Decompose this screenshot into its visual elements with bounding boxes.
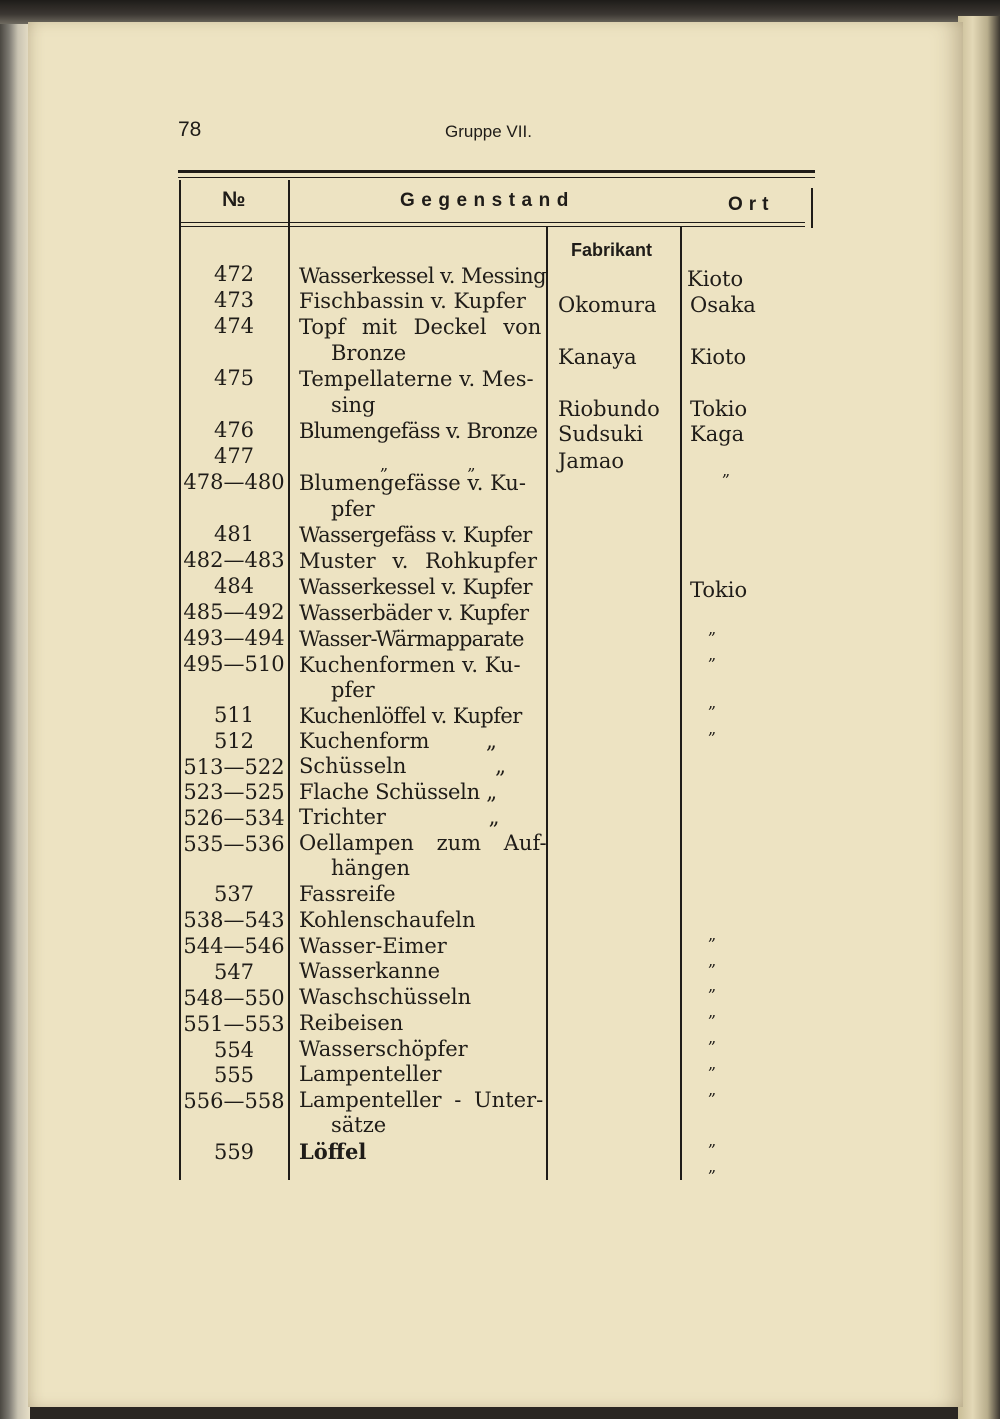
row-number: 512: [213, 729, 255, 753]
column-line-maker: [680, 226, 682, 1180]
header-object: Gegenstand: [400, 190, 575, 211]
row-number: 554: [213, 1038, 255, 1062]
row-number: 544—546: [183, 934, 285, 958]
row-place-ditto: „: [708, 1002, 717, 1021]
header-bottom-rule-thin: [180, 226, 805, 227]
table-top-rule: [178, 170, 815, 173]
row-number: 537: [213, 882, 255, 906]
table-top-rule-thin: [178, 177, 815, 178]
row-object: Fassreife: [299, 882, 396, 906]
row-place-ditto: „: [708, 976, 717, 995]
row-object: Kuchenlöffel v. Kupfer: [299, 704, 522, 728]
row-number: 556—558: [183, 1089, 285, 1113]
row-object: Wasserbäder v. Kupfer: [299, 601, 529, 625]
row-place: Tokio: [690, 578, 748, 602]
row-object-continued: sing: [331, 393, 376, 417]
row-maker: Sudsuki: [558, 422, 644, 446]
book-edge-top: [0, 0, 1000, 24]
row-number: 476: [213, 418, 255, 442]
row-object: Oellampen zum Auf-: [299, 831, 547, 855]
row-number: 474: [213, 314, 255, 338]
row-object: Trichter „: [299, 805, 500, 829]
row-number: 475: [213, 366, 255, 390]
row-object: Lampenteller - Unter-: [299, 1088, 544, 1112]
row-object-continued: pfer: [331, 678, 375, 702]
row-number: 538—543: [183, 908, 285, 932]
row-object-ditto: „ „: [380, 455, 476, 474]
header-maker: Fabrikant: [571, 240, 653, 260]
row-place: Osaka: [690, 293, 756, 317]
row-number: 513—522: [183, 755, 285, 779]
column-line-left: [179, 180, 181, 1180]
row-object: Kuchenform „: [299, 729, 497, 753]
row-place-ditto: „: [708, 693, 717, 712]
header-number: №: [222, 188, 246, 211]
row-object: Waschschüsseln: [299, 985, 472, 1009]
row-place-ditto: „: [708, 925, 717, 944]
row-place-ditto: „: [708, 951, 717, 970]
row-number: 472: [213, 262, 255, 286]
row-object: Wassergefäss v. Kupfer: [299, 523, 532, 547]
row-place-ditto: „: [708, 1080, 717, 1099]
row-place: Kioto: [690, 345, 747, 369]
book-edge-left: [0, 0, 30, 1419]
row-object-continued: hängen: [331, 856, 410, 880]
row-number: 495—510: [183, 652, 285, 676]
row-number: 511: [213, 703, 255, 727]
row-object-continued: pfer: [331, 497, 375, 521]
row-object: Fischbassin v. Kupfer: [299, 289, 526, 313]
row-number: 478—480: [183, 470, 285, 494]
row-place-ditto: „: [708, 619, 717, 638]
row-place-ditto: „: [708, 719, 717, 738]
running-head: Gruppe VII.: [445, 122, 532, 141]
row-number: 526—534: [183, 806, 285, 830]
row-number: 485—492: [183, 600, 285, 624]
row-place: Tokio: [690, 397, 748, 421]
row-place: Kioto: [687, 267, 744, 291]
row-number: 493—494: [183, 626, 285, 650]
book-edge-right: [958, 16, 1000, 1419]
row-maker: Jamao: [558, 449, 625, 473]
row-object: Kuchenformen v. Ku-: [299, 653, 521, 677]
row-number: 484: [213, 574, 255, 598]
row-object: Wasser-Eimer: [299, 934, 447, 958]
row-number: 523—525: [183, 780, 285, 804]
row-place-ditto: „: [708, 1028, 717, 1047]
row-place-ditto: „: [708, 645, 717, 664]
row-object: Wasserschöpfer: [299, 1037, 468, 1061]
row-number: 535—536: [183, 832, 285, 856]
row-object: Reibeisen: [299, 1011, 404, 1035]
column-line-number: [288, 180, 290, 1180]
row-object-continued: Bronze: [331, 341, 407, 365]
row-number: 547: [213, 960, 255, 984]
row-object: Wasserkanne: [299, 959, 441, 983]
row-number: 548—550: [183, 986, 285, 1010]
row-number: 559: [213, 1140, 255, 1164]
row-number: 551—553: [183, 1012, 285, 1036]
row-number: 481: [213, 522, 255, 546]
column-line-object: [546, 226, 548, 1180]
row-object: Topf mit Deckel von: [299, 315, 542, 339]
row-maker: Okomura: [558, 293, 657, 317]
row-object: Wasserkessel v. Messing: [299, 264, 546, 288]
row-object: Blumengefässe v. Ku-: [299, 471, 526, 495]
row-object: Schüsseln „: [299, 754, 506, 778]
row-object: Lampenteller: [299, 1062, 442, 1086]
header-place: Ort: [728, 194, 775, 215]
row-place-ditto: „: [708, 1054, 717, 1073]
row-object: Tempellaterne v. Mes-: [299, 367, 534, 391]
row-number: 555: [213, 1063, 255, 1087]
row-object: Wasser-Wärmapparate: [299, 627, 524, 651]
row-place-ditto: „: [708, 1131, 717, 1150]
header-bottom-rule: [180, 222, 805, 223]
row-number: 473: [213, 288, 255, 312]
row-maker: Kanaya: [558, 345, 637, 369]
column-line-right: [811, 188, 813, 228]
row-number: 482—483: [183, 548, 285, 572]
row-object: Kohlenschaufeln: [299, 908, 476, 932]
row-object: Muster v. Rohkupfer: [299, 549, 538, 573]
row-object: Löffel: [299, 1139, 367, 1164]
row-object: Blumengefäss v. Bronze: [299, 419, 538, 443]
row-place-ditto: „: [708, 1157, 717, 1176]
row-object: Wasserkessel v. Kupfer: [299, 575, 532, 599]
row-object: Flache Schüsseln „: [299, 780, 497, 804]
page-number: 78: [178, 118, 202, 141]
row-place-ditto: „: [722, 461, 731, 480]
row-place: Kaga: [690, 422, 745, 446]
row-maker: Riobundo: [558, 397, 660, 421]
row-number: 477: [213, 444, 255, 468]
row-object-continued: sätze: [331, 1113, 387, 1137]
